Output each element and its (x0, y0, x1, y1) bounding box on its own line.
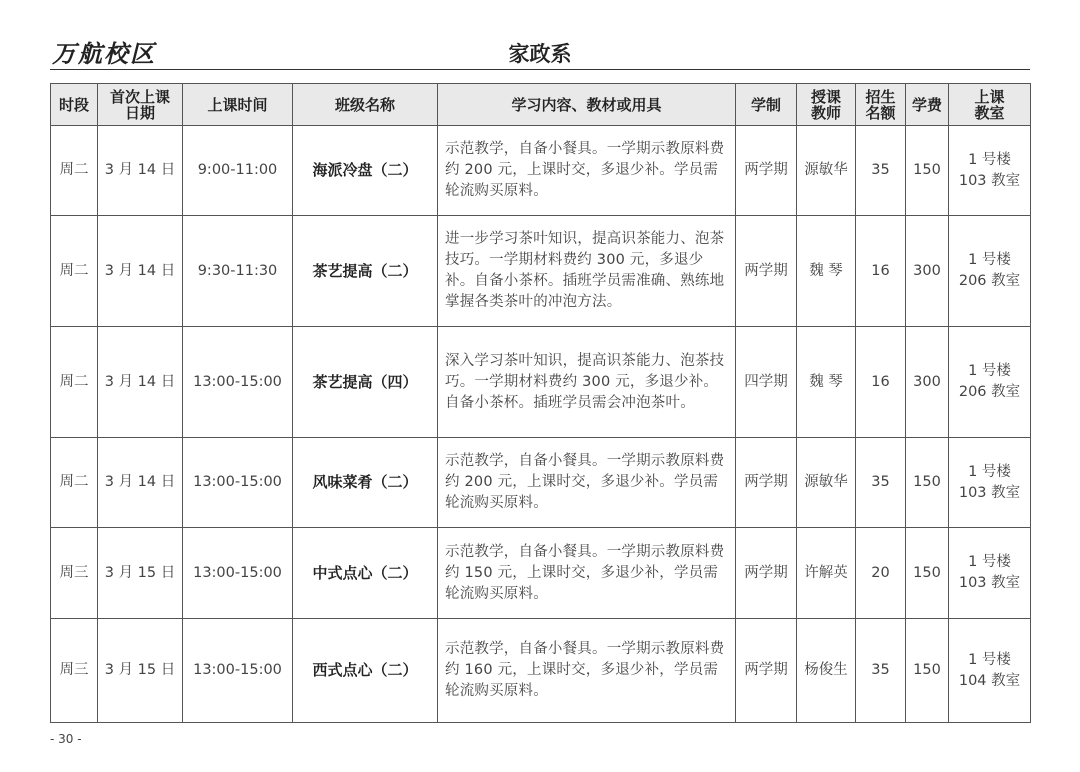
cell-room: 1 号楼 104 教室 (949, 619, 1031, 723)
cell-room: 1 号楼 206 教室 (949, 327, 1031, 438)
table-row (51, 619, 1031, 723)
campus-title: 万航校区 (52, 39, 156, 68)
cell-room: 1 号楼 103 教室 (949, 528, 1031, 619)
cell-time: 9:00-11:00 (183, 126, 293, 216)
cell-quota: 35 (856, 126, 906, 216)
cell-teacher: 魏 琴 (797, 327, 856, 438)
header-day: 时段 (51, 84, 98, 126)
cell-class-name: 中式点心（二） (293, 528, 438, 619)
cell-date: 3 月 15 日 (98, 528, 183, 619)
header-time: 上课时间 (183, 84, 293, 126)
page-number: - 30 - (50, 732, 82, 746)
cell-class-name: 风味菜肴（二） (293, 438, 438, 528)
cell-time: 9:30-11:30 (183, 216, 293, 327)
course-table (50, 83, 1031, 723)
cell-quota: 35 (856, 438, 906, 528)
header-divider (50, 69, 1030, 70)
cell-content: 示范教学，自备小餐具。一学期示教原料费约 200 元，上课时交，多退少补。学员需轮流购买原料。 (438, 438, 736, 528)
cell-teacher: 源敏华 (797, 126, 856, 216)
cell-teacher: 源敏华 (797, 438, 856, 528)
header-content: 学习内容、教材或用具 (438, 84, 736, 126)
cell-term: 两学期 (736, 438, 797, 528)
header-term: 学制 (736, 84, 797, 126)
cell-term: 四学期 (736, 327, 797, 438)
cell-room: 1 号楼 103 教室 (949, 438, 1031, 528)
header-teacher: 授课 教师 (797, 84, 856, 126)
cell-day: 周二 (51, 438, 98, 528)
cell-class-name: 茶艺提高（二） (293, 216, 438, 327)
cell-quota: 16 (856, 327, 906, 438)
header-quota: 招生 名额 (856, 84, 906, 126)
cell-class-name: 西式点心（二） (293, 619, 438, 723)
cell-teacher: 许解英 (797, 528, 856, 619)
department-title: 家政系 (508, 42, 572, 66)
header-fee: 学费 (906, 84, 949, 126)
cell-day: 周三 (51, 619, 98, 723)
table-row (51, 528, 1031, 619)
cell-date: 3 月 14 日 (98, 216, 183, 327)
cell-quota: 20 (856, 528, 906, 619)
cell-day: 周二 (51, 327, 98, 438)
table-row (51, 216, 1031, 327)
cell-content: 示范教学，自备小餐具。一学期示教原料费约 200 元，上课时交，多退少补。学员需轮流购买原料。 (438, 126, 736, 216)
cell-content: 深入学习茶叶知识，提高识茶能力、泡茶技巧。一学期材料费约 300 元，多退少补。自备小茶杯。插班学员需会冲泡茶叶。 (438, 327, 736, 438)
cell-content: 进一步学习茶叶知识，提高识茶能力、泡茶技巧。一学期材料费约 300 元，多退少补。自备小茶杯。插班学员需准确、熟练地掌握各类茶叶的冲泡方法。 (438, 216, 736, 327)
cell-date: 3 月 15 日 (98, 619, 183, 723)
cell-class-name: 海派冷盘（二） (293, 126, 438, 216)
cell-fee: 150 (906, 619, 949, 723)
cell-time: 13:00-15:00 (183, 327, 293, 438)
cell-term: 两学期 (736, 216, 797, 327)
header-first-date: 首次上课 日期 (98, 84, 183, 126)
cell-date: 3 月 14 日 (98, 438, 183, 528)
cell-teacher: 魏 琴 (797, 216, 856, 327)
cell-time: 13:00-15:00 (183, 528, 293, 619)
cell-term: 两学期 (736, 126, 797, 216)
cell-term: 两学期 (736, 619, 797, 723)
cell-time: 13:00-15:00 (183, 619, 293, 723)
cell-day: 周三 (51, 528, 98, 619)
cell-fee: 150 (906, 126, 949, 216)
header-class-name: 班级名称 (293, 84, 438, 126)
cell-fee: 150 (906, 528, 949, 619)
table-header-row (51, 84, 1031, 126)
cell-fee: 300 (906, 216, 949, 327)
cell-fee: 300 (906, 327, 949, 438)
cell-day: 周二 (51, 126, 98, 216)
cell-day: 周二 (51, 216, 98, 327)
cell-room: 1 号楼 103 教室 (949, 126, 1031, 216)
cell-quota: 35 (856, 619, 906, 723)
cell-fee: 150 (906, 438, 949, 528)
table-row (51, 327, 1031, 438)
cell-teacher: 杨俊生 (797, 619, 856, 723)
cell-time: 13:00-15:00 (183, 438, 293, 528)
cell-room: 1 号楼 206 教室 (949, 216, 1031, 327)
cell-content: 示范教学，自备小餐具。一学期示教原料费约 160 元，上课时交，多退少补，学员需轮流购买原料。 (438, 619, 736, 723)
cell-date: 3 月 14 日 (98, 126, 183, 216)
cell-quota: 16 (856, 216, 906, 327)
table-row (51, 126, 1031, 216)
cell-class-name: 茶艺提高（四） (293, 327, 438, 438)
table-row (51, 438, 1031, 528)
cell-date: 3 月 14 日 (98, 327, 183, 438)
header-room: 上课 教室 (949, 84, 1031, 126)
cell-content: 示范教学，自备小餐具。一学期示教原料费约 150 元，上课时交，多退少补，学员需轮流购买原料。 (438, 528, 736, 619)
cell-term: 两学期 (736, 528, 797, 619)
